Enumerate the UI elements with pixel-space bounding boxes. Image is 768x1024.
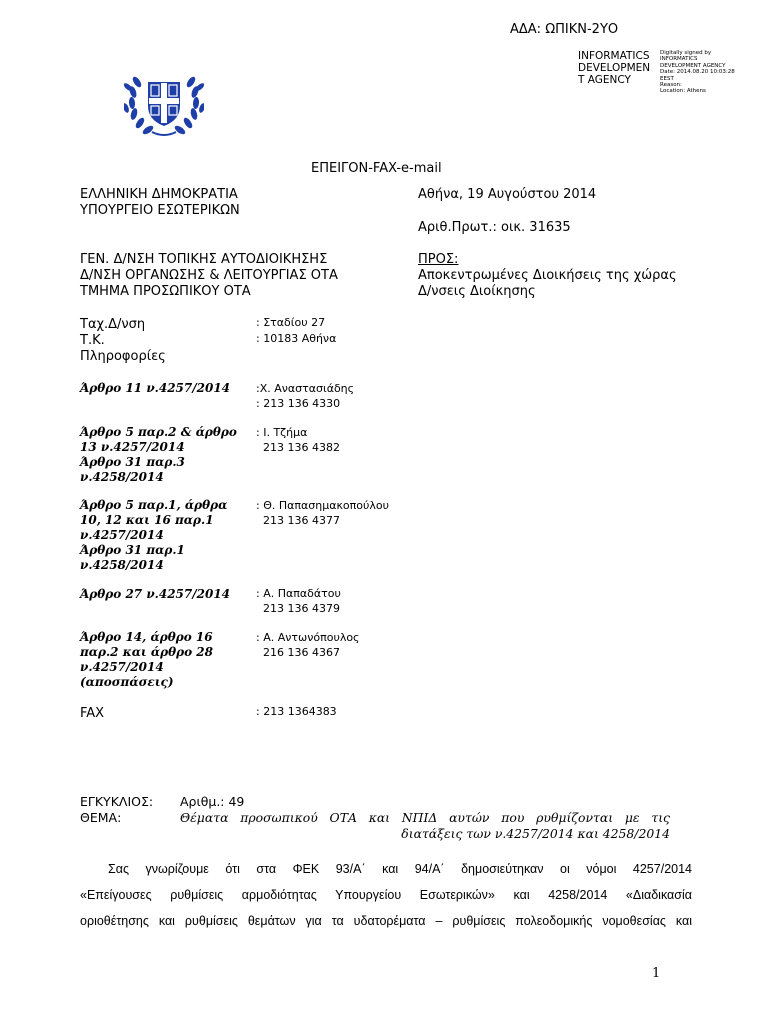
contact-phone: 213 136 4377 — [263, 514, 340, 527]
contact-person — [256, 630, 360, 660]
signature-details — [660, 50, 740, 95]
contact-name: :Χ. Αναστασιάδης — [256, 382, 355, 395]
contact-article — [80, 381, 230, 396]
contact-article-line: 10, 12 και 16 παρ.1 — [80, 513, 214, 527]
page-number: 1 — [652, 966, 661, 981]
body-line: «Επείγουσες ρυθμίσεις αρμοδιότητας Υπουργείου Εσωτερικών» και 4258/2014 «Διαδικασία — [80, 888, 692, 902]
fax-label: FAX — [80, 706, 105, 721]
contact-article — [80, 498, 227, 573]
recipient-label: ΠΡΟΣ: — [418, 252, 459, 267]
contact-article-line: Άρθρο 5 παρ.1, άρθρα — [80, 498, 228, 512]
contact-person — [256, 381, 354, 411]
signature-detail-line: INFORMATICS — [660, 56, 698, 63]
information-label: Πληροφορίες — [80, 349, 166, 364]
subject-label: ΘΕΜΑ: — [80, 810, 122, 825]
place-date: Αθήνα, 19 Αυγούστου 2014 — [418, 187, 597, 202]
ada-code: ΑΔΑ: ΩΠΙΚΝ-2ΥΟ — [510, 22, 619, 37]
signature-detail-line: Location: Athens — [660, 88, 706, 95]
subject-line: διατάξεις των ν.4257/2014 και 4258/2014 — [401, 826, 670, 841]
contact-article-line: ν.4258/2014 — [80, 558, 164, 572]
subject-text — [180, 810, 670, 842]
signature-detail-line: Reason: — [660, 82, 682, 89]
address-values — [256, 315, 336, 347]
postcode-label: Τ.Κ. — [80, 333, 105, 348]
contact-article-line: Άρθρο 31 παρ.1 — [80, 543, 185, 557]
contact-phone: 213 136 4379 — [263, 602, 340, 615]
department-general: ΓΕΝ. Δ/ΝΣΗ ΤΟΠΙΚΗΣ ΑΥΤΟΔΙΟΙΚΗΣΗΣ — [80, 252, 328, 267]
department-directorate: Δ/ΝΣΗ ΟΡΓΑΝΩΣΗΣ & ΛΕΙΤΟΥΡΓΙΑΣ ΟΤΑ — [80, 268, 338, 283]
recipient-line: Αποκεντρωμένες Διοικήσεις της χώρας — [418, 268, 677, 283]
protocol-number: Αριθ.Πρωτ.: οικ. 31635 — [418, 220, 571, 235]
contact-name: : Θ. Παπασημακοπούλου — [256, 499, 389, 512]
department-section: ΤΜΗΜΑ ΠΡΟΣΩΠΙΚΟΥ ΟΤΑ — [80, 284, 251, 299]
signature-detail-line: EEST — [660, 75, 674, 82]
contact-article-line: (αποσπάσεις) — [80, 675, 174, 689]
contact-person — [256, 586, 341, 616]
contact-phone: : 213 136 4330 — [256, 397, 341, 410]
signature-organization: INFORMATICS DEVELOPMEN T AGENCY — [578, 50, 651, 86]
address-labels — [80, 317, 166, 365]
contact-name: : Α. Αντωνόπουλος — [256, 631, 360, 644]
issuer-block — [80, 187, 240, 219]
greek-emblem-icon — [124, 60, 204, 140]
signature-detail-line: DEVELOPMENT AGENCY — [660, 62, 726, 69]
circular-label: ΕΓΚΥΚΛΙΟΣ: — [80, 794, 154, 809]
contact-article-line: Άρθρο 31 παρ.3 — [80, 455, 185, 469]
signature-detail-line: Date: 2014.08.20 10:03:28 — [660, 69, 735, 76]
recipient-line: Δ/νσεις Διοίκησης — [418, 284, 536, 299]
body-paragraph — [80, 856, 692, 934]
department-block — [80, 252, 338, 300]
contact-article-line: ν.4258/2014 — [80, 470, 164, 484]
contact-person — [256, 498, 389, 528]
issuer-ministry: ΥΠΟΥΡΓΕΙΟ ΕΣΩΤΕΡΙΚΩΝ — [80, 203, 240, 218]
issuer-republic: ΕΛΛΗΝΙΚΗ ΔΗΜΟΚΡΑΤΙΑ — [80, 187, 238, 202]
contact-article-line: Άρθρο 14, άρθρο 16 — [80, 630, 213, 644]
contact-person — [256, 425, 340, 455]
contact-article — [80, 425, 237, 485]
contact-article-line: Άρθρο 5 παρ.2 & άρθρο — [80, 425, 237, 439]
body-line: Σας γνωρίζουμε ότι στα ΦΕΚ 93/Α΄ και 94/Α΄ δημοσιεύτηκαν οι νόμοι 4257/2014 — [108, 862, 692, 876]
contact-article-line: παρ.2 και άρθρο 28 — [80, 645, 213, 659]
recipient-block — [418, 252, 677, 300]
contact-name: : Α. Παπαδάτου — [256, 587, 341, 600]
contact-article-line: Άρθρο 27 ν.4257/2014 — [80, 587, 231, 601]
contact-article — [80, 587, 230, 602]
contact-article-line: 13 ν.4257/2014 — [80, 440, 185, 454]
contact-phone: 216 136 4367 — [263, 646, 340, 659]
contact-article-line: ν.4257/2014 — [80, 660, 164, 674]
fax-value: : 213 1364383 — [256, 705, 337, 718]
contact-article — [80, 630, 213, 690]
address-value: : Σταδίου 27 — [256, 316, 326, 329]
contact-phone: 213 136 4382 — [263, 441, 340, 454]
contact-article-line: Άρθρο 11 ν.4257/2014 — [80, 381, 231, 395]
postcode-value: : 10183 Αθήνα — [256, 332, 337, 345]
contact-article-line: ν.4257/2014 — [80, 528, 164, 542]
document-type: ΕΠΕΙΓΟΝ-FAX-e-mail — [311, 161, 442, 176]
body-line: οριοθέτησης και ρυθμίσεις θεμάτων για τα υδατορέματα – ρυθμίσεις πολεοδομικής νομοθεσίας και — [80, 914, 692, 928]
signature-detail-line: Digitally signed by — [660, 50, 712, 56]
subject-line: Θέματα προσωπικού ΟΤΑ και ΝΠΙΔ αυτών που ρυθμίζονται με τις — [180, 810, 670, 825]
contact-name: : Ι. Τζήμα — [256, 426, 308, 439]
circular-number: Αριθμ.: 49 — [180, 794, 245, 809]
address-label: Ταχ.Δ/νση — [80, 317, 146, 332]
